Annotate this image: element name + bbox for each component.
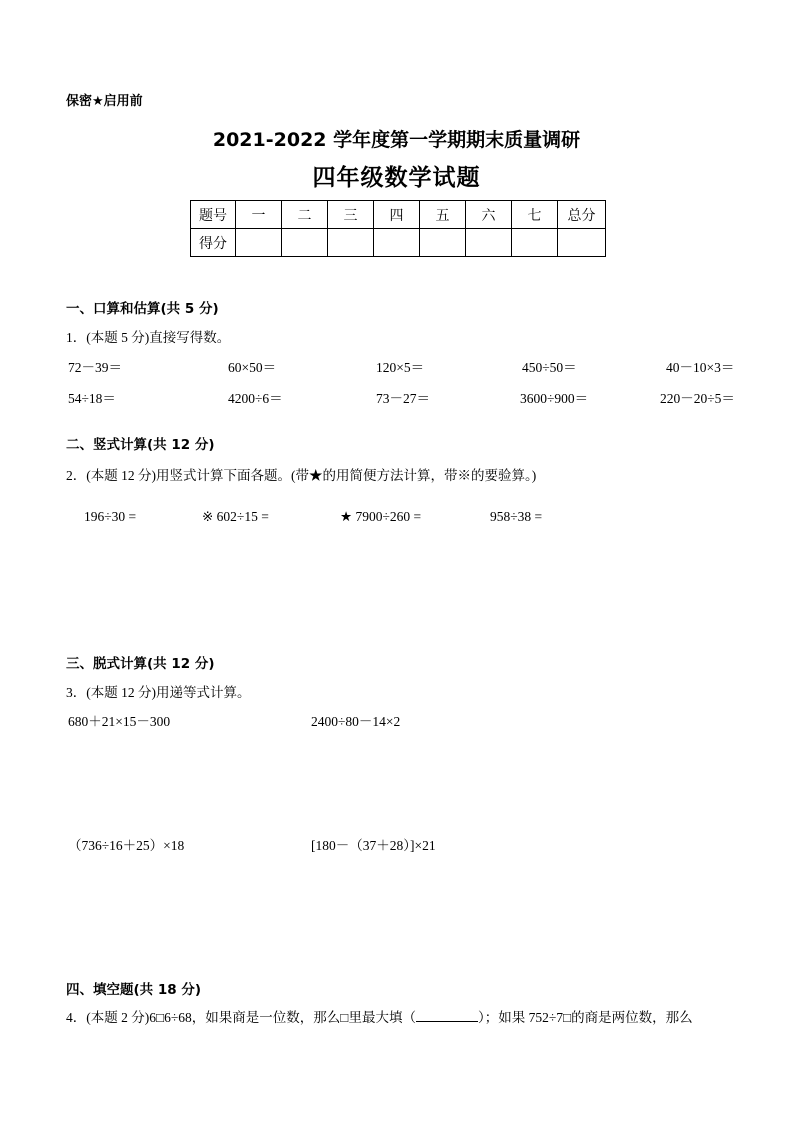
score-table-col-1: 一 — [236, 201, 282, 229]
score-table-col-5: 五 — [420, 201, 466, 229]
section-heading-3: 三、脱式计算(共 12 分) — [66, 656, 215, 672]
score-cell-7[interactable] — [512, 229, 558, 257]
expression-item: 120×5＝ — [376, 360, 425, 375]
score-table-col-7: 七 — [512, 201, 558, 229]
score-cell-5[interactable] — [420, 229, 466, 257]
score-table-total-label: 总分 — [558, 201, 606, 229]
expression-row-3b — [66, 836, 726, 856]
score-cell-4[interactable] — [374, 229, 420, 257]
secrecy-notice: 保密★启用前 — [66, 94, 143, 109]
expression-item: 40－10×3＝ — [666, 360, 735, 375]
score-table-col-6: 六 — [466, 201, 512, 229]
score-table-col-3: 三 — [328, 201, 374, 229]
score-table-col-2: 二 — [282, 201, 328, 229]
expression-item: 72－39＝ — [68, 360, 122, 375]
expression-item: 958÷38 = — [490, 509, 543, 524]
question-prompt-1: 1．(本题 5 分)直接写得数。 — [66, 330, 231, 345]
expression-item: ★ 7900÷260 = — [340, 509, 422, 524]
expression-row-3a — [66, 712, 726, 732]
expression-item: 54÷18＝ — [68, 391, 116, 406]
expression-item: 450÷50＝ — [522, 360, 577, 375]
score-cell-1[interactable] — [236, 229, 282, 257]
page-title: 2021-2022 学年度第一学期期末质量调研 — [212, 129, 581, 151]
expression-item: [180－（37＋28）]×21 — [311, 838, 436, 853]
question-prompt-3: 3．(本题 12 分)用递等式计算。 — [66, 685, 251, 700]
question-prompt-2: 2．(本题 12 分)用竖式计算下面各题。(带★的用简便方法计算，带※的要验算。) — [66, 468, 537, 483]
section-heading-4: 四、填空题(共 18 分) — [66, 982, 202, 998]
question-prompt-4-part2: ）；如果 752÷7□的商是两位数，那么 — [477, 1010, 693, 1025]
question-prompt-4-part1: 4．(本题 2 分)6□6÷68，如果商是一位数，那么□里最大填（ — [66, 1010, 416, 1025]
score-table-header-label: 题号 — [191, 201, 236, 229]
score-cell-total[interactable] — [558, 229, 606, 257]
expression-row-1a — [66, 358, 735, 378]
score-cell-2[interactable] — [282, 229, 328, 257]
table-row-header — [191, 201, 606, 229]
score-cell-6[interactable] — [466, 229, 512, 257]
expression-item: 60×50＝ — [228, 360, 277, 375]
expression-item: 2400÷80－14×2 — [311, 714, 401, 729]
section-heading-2: 二、竖式计算(共 12 分) — [66, 437, 215, 453]
expression-row-1b — [66, 389, 735, 409]
expression-item: 3600÷900＝ — [520, 391, 589, 406]
section-heading-1: 一、口算和估算(共 5 分) — [66, 301, 219, 317]
score-table — [190, 200, 606, 257]
question-prompt-4 — [66, 1008, 693, 1028]
page-subtitle: 四年级数学试题 — [312, 165, 481, 191]
expression-item: 220－20÷5＝ — [660, 391, 735, 406]
expression-item: 4200÷6＝ — [228, 391, 283, 406]
expression-item: （736÷16＋25）×18 — [68, 838, 185, 853]
score-cell-3[interactable] — [328, 229, 374, 257]
expression-item: 196÷30 = — [84, 509, 137, 524]
expression-row-2a — [84, 507, 744, 527]
expression-item: 73－27＝ — [376, 391, 430, 406]
score-table-col-4: 四 — [374, 201, 420, 229]
score-table-row-label: 得分 — [191, 229, 236, 257]
expression-item: 680＋21×15－300 — [68, 714, 171, 729]
table-row-score — [191, 229, 606, 257]
answer-blank[interactable] — [416, 1009, 478, 1022]
expression-item: ※ 602÷15 = — [202, 509, 269, 524]
